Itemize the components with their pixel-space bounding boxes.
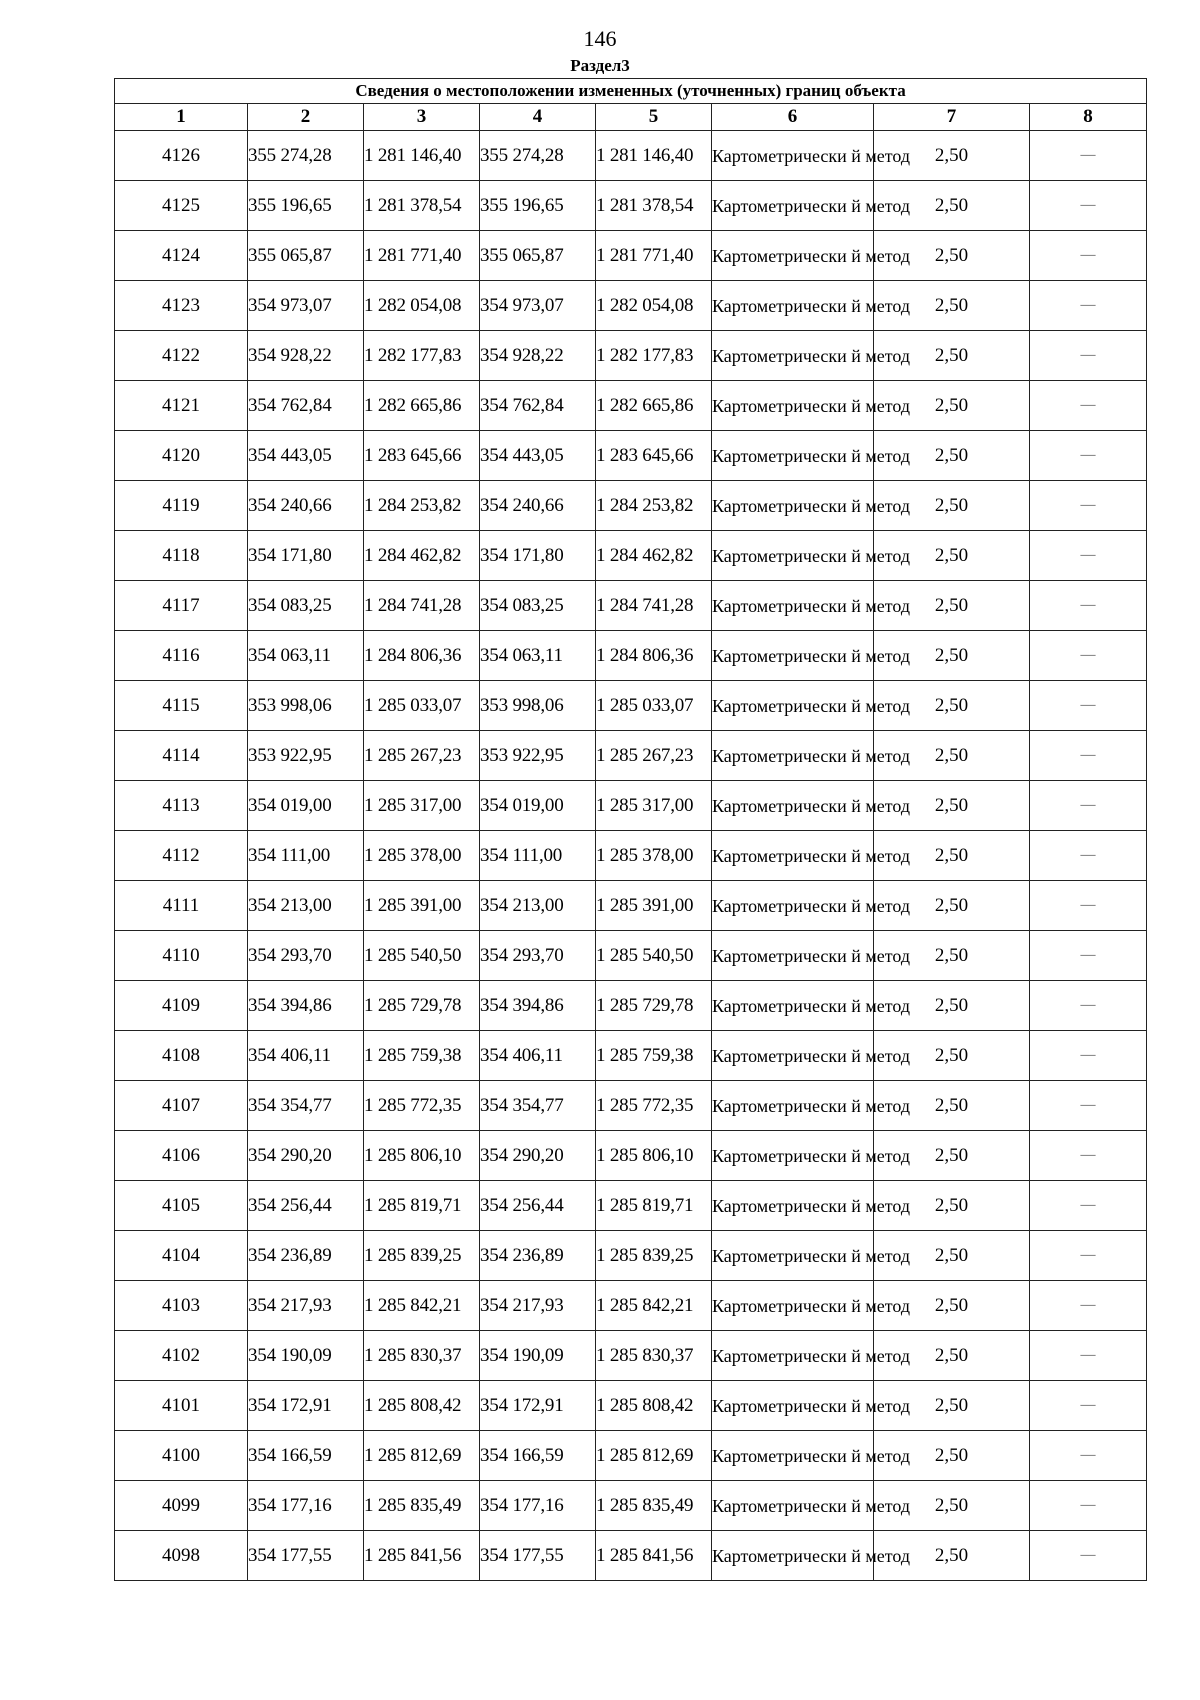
note-cell: — [1030, 981, 1147, 1031]
column-number: 4 [480, 104, 596, 131]
table-row [115, 1031, 1147, 1081]
note-cell: — [1030, 1531, 1147, 1581]
point-number-cell: 4123 [115, 281, 248, 331]
x-coordinate-new-cell: 354 290,20 [480, 1131, 596, 1181]
note-cell: — [1030, 131, 1147, 181]
x-coordinate-new-cell: 354 973,07 [480, 281, 596, 331]
note-cell: — [1030, 681, 1147, 731]
table-row [115, 381, 1147, 431]
accuracy-cell: 2,50 [874, 731, 1030, 781]
y-coordinate-new-cell: 1 285 819,71 [596, 1181, 712, 1231]
note-cell: — [1030, 1231, 1147, 1281]
method-cell: Картометрически й метод [712, 981, 874, 1031]
table-row [115, 181, 1147, 231]
x-coordinate-new-cell: 354 240,66 [480, 481, 596, 531]
method-cell: Картометрически й метод [712, 531, 874, 581]
method-cell: Картометрически й метод [712, 731, 874, 781]
x-coordinate-new-cell: 354 177,55 [480, 1531, 596, 1581]
y-coordinate-new-cell: 1 285 759,38 [596, 1031, 712, 1081]
method-cell: Картометрически й метод [712, 131, 874, 181]
y-coordinate-cell: 1 285 819,71 [364, 1181, 480, 1231]
method-cell: Картометрически й метод [712, 1331, 874, 1381]
y-coordinate-new-cell: 1 285 812,69 [596, 1431, 712, 1481]
x-coordinate-new-cell: 355 065,87 [480, 231, 596, 281]
x-coordinate-new-cell: 354 406,11 [480, 1031, 596, 1081]
note-cell: — [1030, 231, 1147, 281]
column-number: 6 [712, 104, 874, 131]
y-coordinate-cell: 1 282 177,83 [364, 331, 480, 381]
method-cell: Картометрически й метод [712, 1381, 874, 1431]
accuracy-cell: 2,50 [874, 1231, 1030, 1281]
page-number: 146 [583, 26, 617, 51]
y-coordinate-cell: 1 285 841,56 [364, 1531, 480, 1581]
table-row [115, 781, 1147, 831]
x-coordinate-cell: 355 274,28 [248, 131, 364, 181]
method-cell: Картометрически й метод [712, 631, 874, 681]
table-row [115, 1281, 1147, 1331]
accuracy-cell: 2,50 [874, 931, 1030, 981]
x-coordinate-new-cell: 354 293,70 [480, 931, 596, 981]
x-coordinate-new-cell: 354 063,11 [480, 631, 596, 681]
method-cell: Картометрически й метод [712, 1281, 874, 1331]
y-coordinate-new-cell: 1 285 378,00 [596, 831, 712, 881]
y-coordinate-cell: 1 285 267,23 [364, 731, 480, 781]
y-coordinate-new-cell: 1 285 842,21 [596, 1281, 712, 1331]
column-number: 5 [596, 104, 712, 131]
column-number: 7 [874, 104, 1030, 131]
x-coordinate-cell: 354 172,91 [248, 1381, 364, 1431]
column-number-row [115, 104, 1147, 131]
method-cell: Картометрически й метод [712, 331, 874, 381]
method-cell: Картометрически й метод [712, 281, 874, 331]
accuracy-cell: 2,50 [874, 581, 1030, 631]
x-coordinate-cell: 354 083,25 [248, 581, 364, 631]
x-coordinate-new-cell: 353 922,95 [480, 731, 596, 781]
method-cell: Картометрически й метод [712, 1131, 874, 1181]
accuracy-cell: 2,50 [874, 981, 1030, 1031]
y-coordinate-new-cell: 1 285 540,50 [596, 931, 712, 981]
point-number-cell: 4119 [115, 481, 248, 531]
point-number-cell: 4104 [115, 1231, 248, 1281]
accuracy-cell: 2,50 [874, 681, 1030, 731]
x-coordinate-cell: 354 256,44 [248, 1181, 364, 1231]
table-row [115, 631, 1147, 681]
point-number-cell: 4117 [115, 581, 248, 631]
table-title: Сведения о местоположении измененных (уточненных) границ объекта [115, 79, 1147, 104]
table-body [115, 131, 1147, 1581]
table-row [115, 131, 1147, 181]
y-coordinate-new-cell: 1 285 772,35 [596, 1081, 712, 1131]
y-coordinate-cell: 1 285 839,25 [364, 1231, 480, 1281]
y-coordinate-new-cell: 1 284 462,82 [596, 531, 712, 581]
point-number-cell: 4102 [115, 1331, 248, 1381]
x-coordinate-cell: 354 177,55 [248, 1531, 364, 1581]
table-row [115, 1331, 1147, 1381]
table-row [115, 231, 1147, 281]
y-coordinate-cell: 1 284 253,82 [364, 481, 480, 531]
note-cell: — [1030, 431, 1147, 481]
y-coordinate-new-cell: 1 285 729,78 [596, 981, 712, 1031]
x-coordinate-cell: 354 019,00 [248, 781, 364, 831]
x-coordinate-cell: 354 166,59 [248, 1431, 364, 1481]
y-coordinate-cell: 1 285 033,07 [364, 681, 480, 731]
note-cell: — [1030, 881, 1147, 931]
point-number-cell: 4118 [115, 531, 248, 581]
y-coordinate-new-cell: 1 285 841,56 [596, 1531, 712, 1581]
note-cell: — [1030, 281, 1147, 331]
table-row [115, 681, 1147, 731]
point-number-cell: 4114 [115, 731, 248, 781]
note-cell: — [1030, 1081, 1147, 1131]
x-coordinate-cell: 354 177,16 [248, 1481, 364, 1531]
x-coordinate-cell: 354 394,86 [248, 981, 364, 1031]
method-cell: Картометрически й метод [712, 781, 874, 831]
x-coordinate-cell: 354 928,22 [248, 331, 364, 381]
x-coordinate-cell: 353 922,95 [248, 731, 364, 781]
y-coordinate-cell: 1 285 759,38 [364, 1031, 480, 1081]
x-coordinate-new-cell: 354 394,86 [480, 981, 596, 1031]
point-number-cell: 4120 [115, 431, 248, 481]
x-coordinate-cell: 354 406,11 [248, 1031, 364, 1081]
y-coordinate-cell: 1 285 378,00 [364, 831, 480, 881]
x-coordinate-new-cell: 355 196,65 [480, 181, 596, 231]
point-number-cell: 4107 [115, 1081, 248, 1131]
y-coordinate-cell: 1 285 806,10 [364, 1131, 480, 1181]
table-row [115, 281, 1147, 331]
accuracy-cell: 2,50 [874, 281, 1030, 331]
point-number-cell: 4103 [115, 1281, 248, 1331]
point-number-cell: 4124 [115, 231, 248, 281]
y-coordinate-cell: 1 285 835,49 [364, 1481, 480, 1531]
point-number-cell: 4101 [115, 1381, 248, 1431]
y-coordinate-cell: 1 285 842,21 [364, 1281, 480, 1331]
x-coordinate-new-cell: 353 998,06 [480, 681, 596, 731]
method-cell: Картометрически й метод [712, 681, 874, 731]
y-coordinate-new-cell: 1 281 378,54 [596, 181, 712, 231]
x-coordinate-cell: 354 236,89 [248, 1231, 364, 1281]
method-cell: Картометрически й метод [712, 1231, 874, 1281]
x-coordinate-cell: 354 762,84 [248, 381, 364, 431]
x-coordinate-cell: 355 065,87 [248, 231, 364, 281]
y-coordinate-new-cell: 1 282 054,08 [596, 281, 712, 331]
y-coordinate-new-cell: 1 284 253,82 [596, 481, 712, 531]
x-coordinate-new-cell: 355 274,28 [480, 131, 596, 181]
table-row [115, 981, 1147, 1031]
x-coordinate-new-cell: 354 019,00 [480, 781, 596, 831]
y-coordinate-new-cell: 1 285 830,37 [596, 1331, 712, 1381]
y-coordinate-new-cell: 1 281 146,40 [596, 131, 712, 181]
point-number-cell: 4098 [115, 1531, 248, 1581]
note-cell: — [1030, 581, 1147, 631]
x-coordinate-cell: 354 171,80 [248, 531, 364, 581]
method-cell: Картометрически й метод [712, 431, 874, 481]
column-number: 2 [248, 104, 364, 131]
table-row [115, 881, 1147, 931]
table-row [115, 1081, 1147, 1131]
table-row [115, 1481, 1147, 1531]
note-cell: — [1030, 381, 1147, 431]
table-row [115, 1381, 1147, 1431]
note-cell: — [1030, 1131, 1147, 1181]
accuracy-cell: 2,50 [874, 781, 1030, 831]
y-coordinate-cell: 1 281 771,40 [364, 231, 480, 281]
accuracy-cell: 2,50 [874, 1331, 1030, 1381]
x-coordinate-new-cell: 354 190,09 [480, 1331, 596, 1381]
method-cell: Картометрически й метод [712, 831, 874, 881]
note-cell: — [1030, 781, 1147, 831]
note-cell: — [1030, 1481, 1147, 1531]
point-number-cell: 4116 [115, 631, 248, 681]
table-row [115, 531, 1147, 581]
accuracy-cell: 2,50 [874, 631, 1030, 681]
accuracy-cell: 2,50 [874, 1281, 1030, 1331]
x-coordinate-cell: 354 213,00 [248, 881, 364, 931]
method-cell: Картометрически й метод [712, 181, 874, 231]
x-coordinate-new-cell: 354 236,89 [480, 1231, 596, 1281]
y-coordinate-cell: 1 285 812,69 [364, 1431, 480, 1481]
method-cell: Картометрически й метод [712, 1031, 874, 1081]
method-cell: Картометрически й метод [712, 931, 874, 981]
point-number-cell: 4108 [115, 1031, 248, 1081]
x-coordinate-new-cell: 354 928,22 [480, 331, 596, 381]
note-cell: — [1030, 631, 1147, 681]
x-coordinate-cell: 354 190,09 [248, 1331, 364, 1381]
point-number-cell: 4109 [115, 981, 248, 1031]
y-coordinate-cell: 1 281 146,40 [364, 131, 480, 181]
x-coordinate-cell: 354 293,70 [248, 931, 364, 981]
accuracy-cell: 2,50 [874, 531, 1030, 581]
x-coordinate-new-cell: 354 083,25 [480, 581, 596, 631]
table-row [115, 1431, 1147, 1481]
x-coordinate-cell: 354 240,66 [248, 481, 364, 531]
note-cell: — [1030, 531, 1147, 581]
point-number-cell: 4125 [115, 181, 248, 231]
y-coordinate-new-cell: 1 285 835,49 [596, 1481, 712, 1531]
y-coordinate-cell: 1 285 808,42 [364, 1381, 480, 1431]
method-cell: Картометрически й метод [712, 881, 874, 931]
point-number-cell: 4110 [115, 931, 248, 981]
point-number-cell: 4113 [115, 781, 248, 831]
x-coordinate-cell: 355 196,65 [248, 181, 364, 231]
accuracy-cell: 2,50 [874, 1531, 1030, 1581]
x-coordinate-new-cell: 354 111,00 [480, 831, 596, 881]
x-coordinate-cell: 354 217,93 [248, 1281, 364, 1331]
x-coordinate-new-cell: 354 762,84 [480, 381, 596, 431]
x-coordinate-cell: 354 354,77 [248, 1081, 364, 1131]
point-number-cell: 4106 [115, 1131, 248, 1181]
x-coordinate-cell: 354 443,05 [248, 431, 364, 481]
accuracy-cell: 2,50 [874, 831, 1030, 881]
table-row [115, 731, 1147, 781]
method-cell: Картометрически й метод [712, 1181, 874, 1231]
y-coordinate-new-cell: 1 285 391,00 [596, 881, 712, 931]
table-row [115, 581, 1147, 631]
table-row [115, 1531, 1147, 1581]
y-coordinate-new-cell: 1 284 806,36 [596, 631, 712, 681]
x-coordinate-cell: 353 998,06 [248, 681, 364, 731]
y-coordinate-new-cell: 1 285 808,42 [596, 1381, 712, 1431]
note-cell: — [1030, 1031, 1147, 1081]
note-cell: — [1030, 1181, 1147, 1231]
y-coordinate-new-cell: 1 283 645,66 [596, 431, 712, 481]
note-cell: — [1030, 731, 1147, 781]
y-coordinate-new-cell: 1 285 839,25 [596, 1231, 712, 1281]
y-coordinate-cell: 1 281 378,54 [364, 181, 480, 231]
accuracy-cell: 2,50 [874, 1181, 1030, 1231]
accuracy-cell: 2,50 [874, 881, 1030, 931]
y-coordinate-cell: 1 285 317,00 [364, 781, 480, 831]
column-number: 3 [364, 104, 480, 131]
accuracy-cell: 2,50 [874, 1031, 1030, 1081]
table-row [115, 1181, 1147, 1231]
x-coordinate-new-cell: 354 166,59 [480, 1431, 596, 1481]
x-coordinate-cell: 354 290,20 [248, 1131, 364, 1181]
note-cell: — [1030, 331, 1147, 381]
x-coordinate-new-cell: 354 443,05 [480, 431, 596, 481]
y-coordinate-cell: 1 285 540,50 [364, 931, 480, 981]
note-cell: — [1030, 181, 1147, 231]
y-coordinate-cell: 1 284 462,82 [364, 531, 480, 581]
method-cell: Картометрически й метод [712, 1531, 874, 1581]
table-row [115, 331, 1147, 381]
y-coordinate-cell: 1 282 054,08 [364, 281, 480, 331]
note-cell: — [1030, 481, 1147, 531]
point-number-cell: 4099 [115, 1481, 248, 1531]
table-row [115, 931, 1147, 981]
note-cell: — [1030, 1381, 1147, 1431]
y-coordinate-new-cell: 1 282 665,86 [596, 381, 712, 431]
method-cell: Картометрически й метод [712, 481, 874, 531]
method-cell: Картометрически й метод [712, 231, 874, 281]
x-coordinate-cell: 354 973,07 [248, 281, 364, 331]
y-coordinate-new-cell: 1 281 771,40 [596, 231, 712, 281]
x-coordinate-new-cell: 354 217,93 [480, 1281, 596, 1331]
y-coordinate-cell: 1 285 830,37 [364, 1331, 480, 1381]
x-coordinate-cell: 354 111,00 [248, 831, 364, 881]
x-coordinate-cell: 354 063,11 [248, 631, 364, 681]
accuracy-cell: 2,50 [874, 1131, 1030, 1181]
y-coordinate-new-cell: 1 285 317,00 [596, 781, 712, 831]
x-coordinate-new-cell: 354 354,77 [480, 1081, 596, 1131]
accuracy-cell: 2,50 [874, 181, 1030, 231]
note-cell: — [1030, 1331, 1147, 1381]
note-cell: — [1030, 1431, 1147, 1481]
point-number-cell: 4100 [115, 1431, 248, 1481]
x-coordinate-new-cell: 354 172,91 [480, 1381, 596, 1431]
section-label: Раздел3 [570, 56, 630, 75]
x-coordinate-new-cell: 354 213,00 [480, 881, 596, 931]
accuracy-cell: 2,50 [874, 1431, 1030, 1481]
point-number-cell: 4111 [115, 881, 248, 931]
y-coordinate-cell: 1 284 741,28 [364, 581, 480, 631]
point-number-cell: 4115 [115, 681, 248, 731]
accuracy-cell: 2,50 [874, 231, 1030, 281]
y-coordinate-cell: 1 285 729,78 [364, 981, 480, 1031]
table-row [115, 1231, 1147, 1281]
column-number: 1 [115, 104, 248, 131]
table-row [115, 431, 1147, 481]
y-coordinate-new-cell: 1 285 806,10 [596, 1131, 712, 1181]
x-coordinate-new-cell: 354 171,80 [480, 531, 596, 581]
column-number: 8 [1030, 104, 1147, 131]
table-row [115, 481, 1147, 531]
accuracy-cell: 2,50 [874, 331, 1030, 381]
note-cell: — [1030, 931, 1147, 981]
point-number-cell: 4122 [115, 331, 248, 381]
method-cell: Картометрически й метод [712, 1081, 874, 1131]
y-coordinate-cell: 1 282 665,86 [364, 381, 480, 431]
accuracy-cell: 2,50 [874, 131, 1030, 181]
method-cell: Картометрически й метод [712, 1481, 874, 1531]
y-coordinate-new-cell: 1 284 741,28 [596, 581, 712, 631]
y-coordinate-cell: 1 285 391,00 [364, 881, 480, 931]
y-coordinate-cell: 1 284 806,36 [364, 631, 480, 681]
point-number-cell: 4121 [115, 381, 248, 431]
y-coordinate-new-cell: 1 285 033,07 [596, 681, 712, 731]
y-coordinate-new-cell: 1 282 177,83 [596, 331, 712, 381]
point-number-cell: 4105 [115, 1181, 248, 1231]
method-cell: Картометрически й метод [712, 581, 874, 631]
y-coordinate-cell: 1 285 772,35 [364, 1081, 480, 1131]
y-coordinate-new-cell: 1 285 267,23 [596, 731, 712, 781]
point-number-cell: 4126 [115, 131, 248, 181]
point-number-cell: 4112 [115, 831, 248, 881]
x-coordinate-new-cell: 354 177,16 [480, 1481, 596, 1531]
note-cell: — [1030, 1281, 1147, 1331]
accuracy-cell: 2,50 [874, 1081, 1030, 1131]
note-cell: — [1030, 831, 1147, 881]
accuracy-cell: 2,50 [874, 431, 1030, 481]
accuracy-cell: 2,50 [874, 1481, 1030, 1531]
method-cell: Картометрически й метод [712, 381, 874, 431]
method-cell: Картометрически й метод [712, 1431, 874, 1481]
table-row [115, 1131, 1147, 1181]
boundary-coordinates-table [114, 78, 1147, 1581]
accuracy-cell: 2,50 [874, 481, 1030, 531]
accuracy-cell: 2,50 [874, 381, 1030, 431]
y-coordinate-cell: 1 283 645,66 [364, 431, 480, 481]
x-coordinate-new-cell: 354 256,44 [480, 1181, 596, 1231]
table-row [115, 831, 1147, 881]
accuracy-cell: 2,50 [874, 1381, 1030, 1431]
